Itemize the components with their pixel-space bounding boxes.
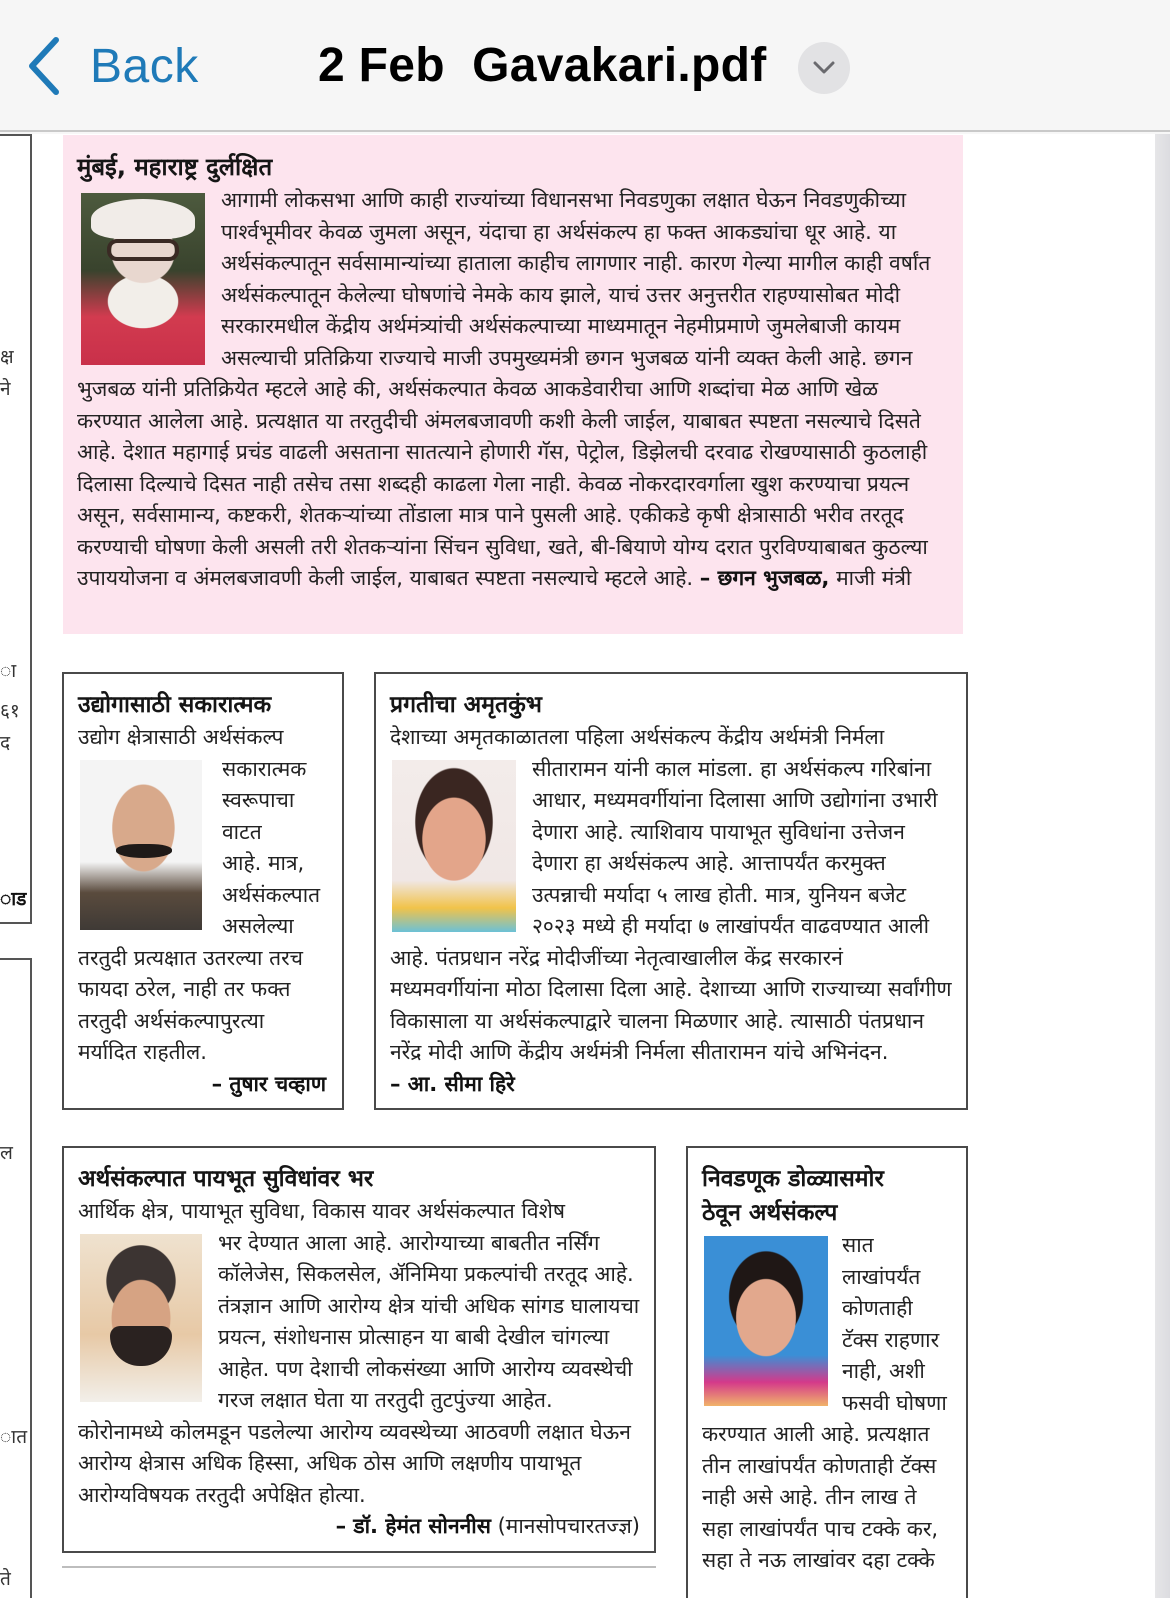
left-column-fragment: ा: [0, 660, 17, 682]
featured-article: [63, 135, 963, 634]
article-author-photo: [704, 1236, 828, 1406]
article-byline: – डॉ. हेमंत सोननीस: [335, 1514, 491, 1538]
hemant-sonnis-photo: [80, 1234, 202, 1402]
left-column-fragment: ते: [0, 1568, 11, 1590]
page-edge-gutter: [1155, 134, 1170, 1598]
article-nivadnuk: निवडणूक डोळ्यासमोर ठेवून अर्थसंकल्प सात लाखांपर्यंत कोणताही टॅक्स राहणार नाही, अशी फसवी घोषणा करण्यात आली आहे. प्रत्यक्षात तीन लाखांपर्यंत कोणताही टॅक्स नाही असे आहे. तीन लाख ते सहा लाखांपर्यंत पाच टक्के कर, सहा ते नऊ लाखांवर दहा टक्के: [686, 1146, 968, 1598]
article-byline: – तुषार चव्हाण: [211, 1071, 326, 1096]
article-pragaticha-amrutkumbh: [374, 672, 968, 1110]
article-udyogasathi: उद्योगासाठी सकारात्मक उद्योग क्षेत्रासाठी अर्थसंकल्प सकारात्मक स्वरूपाचा वाटत आहे. मात्र, अर्थसंकल्पात असलेल्या तरतुदी प्रत्यक्षात उतरल्या तरच फायदा ठरेल, नाही तर फक्त तरतुदी अर्थसंकल्पापुरत्या मर्यादित राहतील. – तुषार चव्हाण: [62, 672, 344, 1110]
article-lead: आर्थिक क्षेत्र, पायाभूत सुविधा, विकास यावर अर्थसंकल्पात विशेष: [78, 1199, 565, 1223]
left-clipped-column-bottom: [0, 958, 32, 1598]
chevron-down-icon: [813, 61, 835, 75]
article-byline-row: [78, 1511, 640, 1543]
article-lead: उद्योग क्षेत्रासाठी अर्थसंकल्प: [78, 725, 284, 749]
article-body: करण्यात आली आहे. प्रत्यक्षात तीन लाखांपर्यंत कोणताही टॅक्स नाही असे आहे. तीन लाख ते सहा लाखांपर्यंत पाच टक्के कर, सहा ते नऊ लाखांवर दहा टक्के: [702, 1422, 939, 1572]
article-body: तरतुदी प्रत्यक्षात उतरल्या तरच फायदा ठरेल, नाही तर फक्त तरतुदी अर्थसंकल्पापुरत्या मर्यादित राहतील.: [78, 945, 304, 1064]
left-column-fragment: ६१: [0, 700, 20, 722]
left-column-fragment: ने: [0, 378, 11, 400]
article-body: आगामी लोकसभा आणि काही राज्यांच्या विधानसभा निवडणुका लक्षात घेऊन निवडणुकीच्या पार्श्वभूमीवर केवळ जुमला असून, यंदाचा हा अर्थसंकल्प हा फक्त आकड्यांचा धूर आहे. या अर्थसंकल्पातून सर्वसामान्यांच्या हाताला काहीच लागणार नाही. कारण गेल्या मागील काही वर्षांत अर्थसंकल्पातून केलेल्या घोषणांचे नेमके काय झाले, याचं उत्तर अनुत्तरीत राहण्यासोबत मोदी सरकारमधील केंद्रीय अर्थमंत्र्यांची अर्थसंकल्पाच्या माध्यमातून नेहमीप्रमाणे जुमलेबाजी कायम असल्याची प्रतिक्रिया राज्याचे माजी उपमुख्यमंत्री छगन भुजबळ यांनी व्यक्त केली आहे. छगन भुजबळ यांनी प्रतिक्रियेत म्हटले आहे की, अर्थसंकल्पात केवळ आकडेवारीचा आणि शब्दांचा मेळ आणि खेळ करण्यात आलेला आहे. प्रत्यक्षात या तरतुदीची अंमलबजावणी कशी केली जाईल, याबाबत स्पष्टता नसल्याचे दिसते आहे. देशात महागाई प्रचंड वाढली असताना सातत्याने होणारी गॅस, पेट्रोल, डिझेलची दरवाढ रोखण्यासाठी कुठलाही दिलासा दिल्याचे दिसत नाही तसेच तसा शब्दही काढला गेला नाही. केवळ नोकरदारवर्गाला खुश करण्याचा प्रयत्न असून, सर्वसामान्य, कष्टकरी, शेतकऱ्यांच्या तोंडाला मात्र पाने पुसली आहे. एकीकडे कृषी क्षेत्रासाठी भरीव तरतूद करण्याची घोषणा केली असली तरी शेतकऱ्यांना सिंचन सुविधा, खते, बी-बियाणे योग्य दरात पुरविण्याबाबत कुठल्या उपाययोजना व अंमलबजावणी केली जाईल, याबाबत स्पष्टता नसल्याचे म्हटले आहे. – छगन भुजबळ, माजी मंत्री: [77, 188, 931, 590]
left-column-fragment: ाड: [0, 888, 27, 910]
left-column-fragment: ात: [0, 1426, 28, 1448]
left-column-fragment: ल: [0, 1142, 13, 1164]
byline-role: (मानसोपचारतज्ज्ञ): [497, 1514, 640, 1538]
document-title: 2 Feb Gavakari.pdf: [318, 39, 767, 92]
chevron-left-icon: [26, 36, 62, 96]
article-body: भर देण्यात आला आहे. आरोग्याच्या बाबतीत नर्सिंग कॉलेजेस, सिकलसेल, ॲनिमिया प्रकल्पांची तरतूद आहे. तंत्रज्ञान आणि आरोग्य क्षेत्र यांची अधिक सांगड घालायचा प्रयत्न, संशोधनास प्रोत्साहन या बाबी देखील चांगल्या आहेत. पण देशाची लोकसंख्या आणि आरोग्य व्यवस्थेची गरज लक्षात घेता या तरतुदी तुटपुंज्या आहेत. कोरोनामध्ये कोलमडून पडलेल्या आरोग्य व्यवस्थेच्या आठवणी लक्षात घेऊन आरोग्य क्षेत्रास अधिक हिस्सा, अधिक ठोस आणि लक्षणीय पायाभूत आरोग्यविषयक तरतुदी अपेक्षित होत्या.: [78, 1230, 640, 1507]
back-button[interactable]: [26, 36, 199, 96]
left-clipped-column-top: [0, 134, 32, 924]
article-lead: देशाच्या अमृतकाळातला पहिला अर्थसंकल्प केंद्रीय अर्थमंत्री निर्मला: [390, 725, 885, 749]
article-body: सीतारामन यांनी काल मांडला. हा अर्थसंकल्प गरिबांना आधार, मध्यमवर्गीयांना दिलासा आणि उद्योगांना उभारी देणारा आहे. त्याशिवाय पायाभूत सुविधांना उत्तेजन देणारा हा अर्थसंकल्प आहे. आत्तापर्यंत करमुक्त उत्पन्नाची मर्यादा ५ लाख होती. मात्र, युनियन बजेट २०२३ मध्ये ही मर्यादा ७ लाखांपर्यंत वाढवण्यात आली आहे. पंतप्रधान नरेंद्र मोदीजींच्या नेतृत्वाखालील केंद्र सरकारनं मध्यमवर्गीयांना मोठा दिलासा दिला आहे. देशाच्या आणि राज्याच्या सर्वांगीण विकासाला या अर्थसंकल्पाद्वारे चालना मिळणार आहे. त्यासाठी पंतप्रधान नरेंद्र मोदी आणि केंद्रीय अर्थमंत्री निर्मला सीतारामन यांचे अभिनंदन.: [390, 756, 952, 1064]
pdf-page[interactable]: [0, 134, 1155, 1598]
article-headline: अर्थसंकल्पात पायभूत सुविधांवर भर: [78, 1166, 374, 1192]
tushar-chavan-photo: [80, 760, 202, 930]
article-headline: मुंबई, महाराष्ट्र दुर्लक्षित: [77, 153, 273, 181]
byline-role: माजी मंत्री: [836, 566, 912, 590]
article-headline: उद्योगासाठी सकारात्मक: [78, 692, 272, 718]
back-label: Back: [90, 39, 199, 93]
left-column-fragment: द: [0, 732, 11, 754]
article-headline: प्रगतीचा अमृतकुंभ: [390, 692, 542, 718]
chhagan-bhujbal-photo: [81, 193, 205, 365]
navigation-bar: [0, 0, 1170, 132]
article-payabhut-suvidha: [62, 1146, 656, 1553]
left-column-fragment: क्ष: [0, 346, 14, 368]
next-article-border: [62, 1566, 656, 1568]
seema-hire-photo: [392, 760, 516, 932]
article-byline: – छगन भुजबळ,: [699, 566, 830, 590]
article-headline: निवडणूक डोळ्यासमोर: [702, 1166, 884, 1192]
title-menu-button[interactable]: [798, 42, 850, 94]
article-headline-line2: ठेवून अर्थसंकल्प: [702, 1200, 838, 1226]
article-byline: – आ. सीमा हिरे: [390, 1071, 515, 1096]
